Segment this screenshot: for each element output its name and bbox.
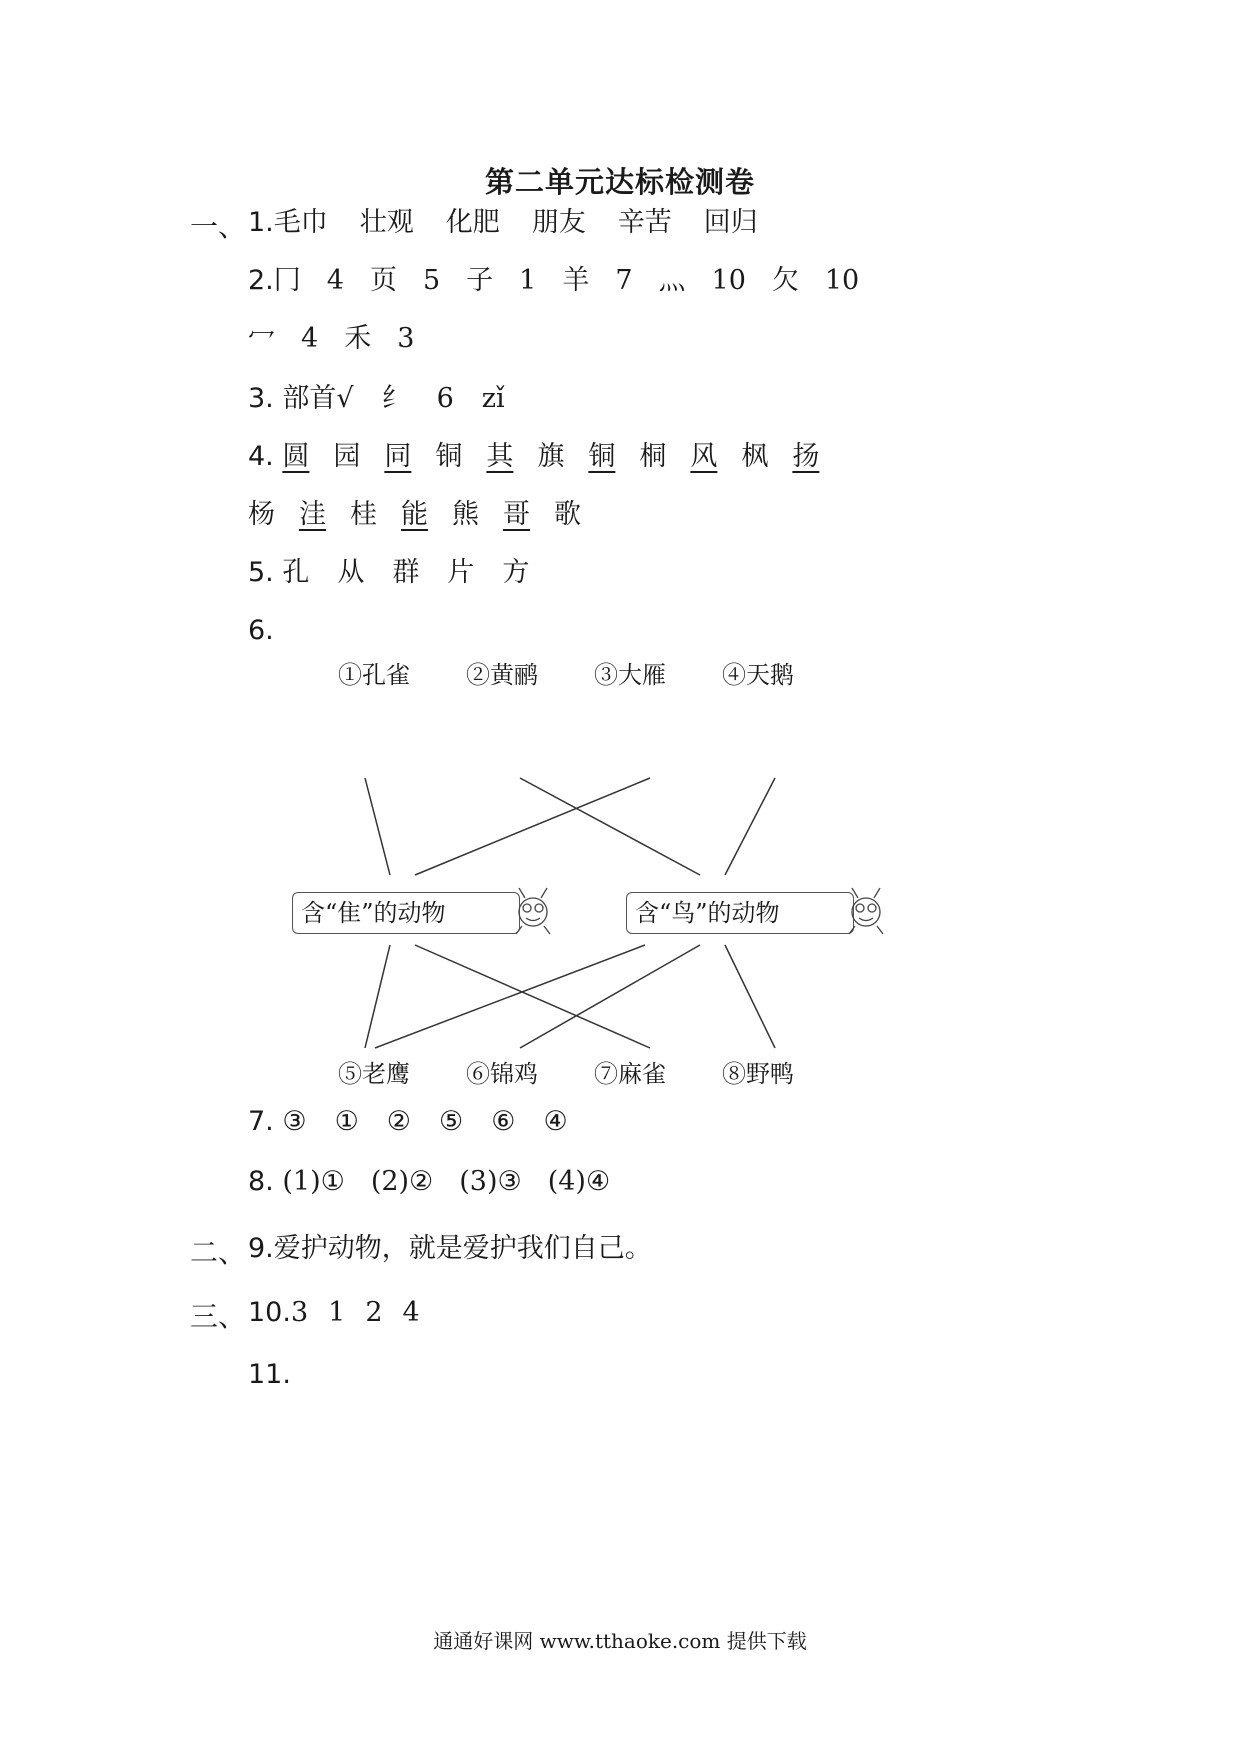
line-zhui-laoying xyxy=(365,945,390,1048)
question-number: 6. xyxy=(248,615,274,646)
answer-item: (1)① xyxy=(282,1166,345,1197)
question-9: 9.爱护动物，就是爱护我们自己。 xyxy=(248,1233,652,1264)
answer-item: 孔 xyxy=(282,557,310,588)
answer-item: 旗 xyxy=(537,441,565,472)
line-kongque-zhui xyxy=(365,778,390,875)
answer-item: 3 xyxy=(290,1297,309,1328)
answer-item: 回归 xyxy=(703,207,758,238)
question-number: 10. xyxy=(248,1297,291,1328)
answer-item: 4 xyxy=(301,323,319,354)
answer-item: ⑤ xyxy=(439,1106,464,1137)
question-number: 7. xyxy=(248,1106,274,1137)
answer-item: 杨 xyxy=(248,499,275,530)
question-number: 2. xyxy=(248,265,274,296)
answer-item: 能 xyxy=(401,499,428,530)
question-number: 4. xyxy=(248,441,274,472)
bottom-label-7: ⑦麻雀 xyxy=(594,1060,666,1088)
section-marker-2: 二、 xyxy=(190,1236,247,1269)
answer-item: 壮观 xyxy=(359,207,414,238)
answer-item: 从 xyxy=(337,557,365,588)
top-label-1: ①孔雀 xyxy=(338,661,410,689)
section-marker-3: 三、 xyxy=(190,1300,247,1333)
answer-item: 辛苦 xyxy=(617,207,672,238)
answer-item: 10 xyxy=(711,265,746,296)
answer-item: 熊 xyxy=(452,499,479,530)
answer-item: 7 xyxy=(615,265,633,296)
bottom-label-6: ⑥锦鸡 xyxy=(466,1060,538,1088)
line-niao-jinji xyxy=(520,945,700,1048)
top-label-4: ④天鹅 xyxy=(722,661,794,689)
answer-item: 化肥 xyxy=(445,207,500,238)
answer-item: 纟 xyxy=(381,383,409,414)
answer-item: 圆 xyxy=(282,441,310,472)
answer-item: 风 xyxy=(690,441,718,472)
answer-item: 枫 xyxy=(741,441,769,472)
answer-item: 同 xyxy=(384,441,412,472)
answer-item: 桐 xyxy=(639,441,667,472)
page-title: 第二单元达标检测卷 xyxy=(484,165,755,199)
answer-item: (2)② xyxy=(370,1166,434,1197)
answer-item: ④ xyxy=(543,1106,568,1137)
question-7 xyxy=(248,1104,596,1140)
answer-item: 4 xyxy=(402,1297,420,1328)
category-box-zhui: 含“隹”的动物 xyxy=(292,892,520,934)
answer-item: ① xyxy=(334,1106,359,1137)
answer-item: 禾 xyxy=(344,323,372,354)
answer-item: 1 xyxy=(328,1297,346,1328)
answer-item: 铜 xyxy=(588,441,616,472)
answer-item: 6 xyxy=(436,383,454,414)
line-huangli-niao xyxy=(520,778,700,875)
answer-item: 羊 xyxy=(562,265,590,296)
answer-item: 4 xyxy=(326,265,344,296)
answer-item: 5 xyxy=(422,265,441,296)
answer-item: 歌 xyxy=(554,499,581,530)
answer-item: 冖 xyxy=(248,323,275,354)
answer-item: 桂 xyxy=(350,499,377,530)
line-tiane-niao xyxy=(725,778,775,875)
line-niao-yeya xyxy=(725,945,775,1048)
bug-mascot-icon xyxy=(849,888,883,934)
question-number: 3. xyxy=(248,383,274,414)
bottom-label-5: ⑤老鹰 xyxy=(338,1060,410,1088)
question-number: 1. xyxy=(248,207,274,238)
answer-item: ③ xyxy=(282,1106,307,1137)
answer-item: (3)③ xyxy=(459,1166,522,1197)
answer-item: 3 xyxy=(397,323,415,354)
answer-item: (4)④ xyxy=(547,1166,611,1197)
question-10 xyxy=(248,1295,440,1331)
question-number: 8. xyxy=(248,1166,274,1197)
answer-item: ⑥ xyxy=(491,1106,516,1137)
bottom-label-8: ⑧野鸭 xyxy=(722,1060,794,1088)
line-niao-laoying xyxy=(375,945,645,1048)
answer-item: 哥 xyxy=(503,499,530,530)
answer-item: 方 xyxy=(502,557,530,588)
answer-item: 10 xyxy=(824,265,860,296)
question-number: 5. xyxy=(248,557,274,588)
line-dayan-zhui xyxy=(415,778,650,875)
answer-item: 灬 xyxy=(658,265,686,296)
answer-item: 铜 xyxy=(435,441,463,472)
answer-item: ② xyxy=(386,1106,412,1137)
answer-item: 其 xyxy=(486,441,514,472)
bug-mascot-icon xyxy=(516,888,550,934)
section-marker-1: 一、 xyxy=(190,210,247,243)
answer-item: zǐ xyxy=(481,383,505,414)
answer-item: 园 xyxy=(333,441,361,472)
answer-item: 欠 xyxy=(771,265,799,296)
footer-credit: 通通好课网 www.tthaoke.com 提供下载 xyxy=(433,1629,807,1653)
answer-item: 2 xyxy=(365,1297,383,1328)
answer-item: 部首√ xyxy=(282,383,354,414)
answer-item: 片 xyxy=(447,557,475,588)
answer-item: 毛巾 xyxy=(273,207,328,238)
category-box-niao: 含“鸟”的动物 xyxy=(626,892,854,934)
answer-item: 扬 xyxy=(792,441,820,472)
question-11: 11. xyxy=(248,1359,291,1390)
answer-item: 1 xyxy=(519,265,537,296)
answer-item: 冂 xyxy=(273,265,301,296)
answer-item: 页 xyxy=(369,265,397,296)
top-label-3: ③大雁 xyxy=(594,661,666,689)
question-8 xyxy=(248,1164,636,1200)
answer-item: 群 xyxy=(392,557,420,588)
answer-item: 子 xyxy=(466,265,494,296)
line-zhui-maque xyxy=(415,945,650,1048)
top-label-2: ②黄鹂 xyxy=(466,661,538,689)
answer-item: 洼 xyxy=(299,499,326,530)
answer-item: 朋友 xyxy=(531,207,586,238)
